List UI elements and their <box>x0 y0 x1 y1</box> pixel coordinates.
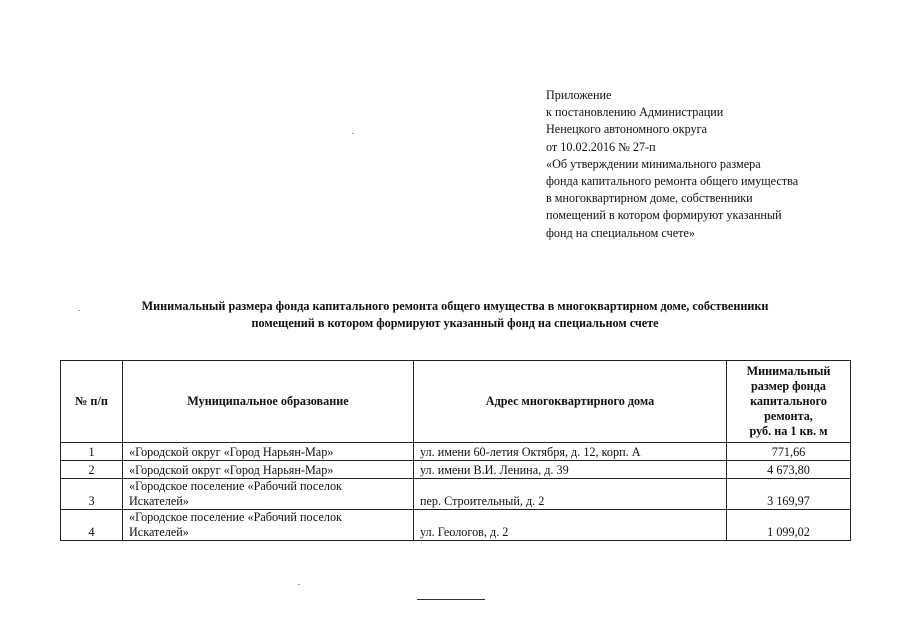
appendix-line: «Об утверждении минимального размера <box>546 156 761 171</box>
row-municipality-line: «Городское поселение «Рабочий поселок <box>129 479 342 493</box>
header-num: № п/п <box>61 361 123 443</box>
appendix-line: Приложение <box>546 88 612 102</box>
row-value: 3 169,97 <box>727 479 851 510</box>
title-line-1: Минимальный размера фонда капитального ремонта общего имущества в многоквартирном доме, собственникн <box>141 299 769 313</box>
row-value: 4 673,80 <box>727 461 851 479</box>
row-municipality-line: Искателей» <box>129 494 189 508</box>
appendix-line: Ненецкого автономного округа <box>546 122 708 137</box>
row-num: 3 <box>61 479 123 510</box>
table-header-row <box>61 361 851 443</box>
row-value: 1 099,02 <box>727 510 851 541</box>
appendix-header <box>546 87 876 242</box>
row-num: 2 <box>61 461 123 479</box>
header-min-fund-line: ремонта, <box>764 409 813 423</box>
document-title <box>60 298 850 332</box>
scan-speck <box>78 310 80 311</box>
row-num: 4 <box>61 510 123 541</box>
header-municipality: Муниципальное образование <box>123 361 414 443</box>
row-value: 771,66 <box>727 443 851 461</box>
appendix-line: от 10.02.2016 № 27-п <box>546 139 656 154</box>
header-min-fund <box>727 361 851 443</box>
row-municipality: «Городской округ «Город Нарьян-Мар» <box>123 461 414 479</box>
row-municipality <box>123 479 414 510</box>
table-row <box>61 461 851 479</box>
closing-rule <box>417 599 485 600</box>
header-address: Адрес многоквартирного дома <box>414 361 727 443</box>
header-min-fund-line: капитального <box>750 394 827 408</box>
fund-table <box>60 360 851 541</box>
appendix-line: фонд на специальном счете» <box>546 225 695 240</box>
table-row <box>61 479 851 510</box>
row-municipality-line: «Городское поселение «Рабочий поселок <box>129 510 342 524</box>
appendix-line: помещений в котором формируют указанный <box>546 208 782 223</box>
appendix-line: фонда капитального ремонта общего имущества <box>546 174 799 189</box>
scan-speck <box>352 133 354 134</box>
row-municipality <box>123 510 414 541</box>
header-min-fund-line: руб. на 1 кв. м <box>749 424 828 438</box>
table-row <box>61 510 851 541</box>
row-address: ул. имени 60-летия Октября, д. 12, корп. А <box>414 443 727 461</box>
appendix-line: в многоквартирном доме, собственники <box>546 191 753 206</box>
row-address: ул. Геологов, д. 2 <box>414 510 727 541</box>
row-address: пер. Строительный, д. 2 <box>414 479 727 510</box>
header-min-fund-line: размер фонда <box>751 379 826 393</box>
title-line-2: помещений в котором формируют указанный фонд на специальном счете <box>251 316 659 330</box>
table-row <box>61 443 851 461</box>
scan-speck <box>298 584 300 585</box>
appendix-line: к постановлению Администрации <box>546 105 724 120</box>
row-municipality-line: Искателей» <box>129 525 189 539</box>
row-num: 1 <box>61 443 123 461</box>
row-address: ул. имени В.И. Ленина, д. 39 <box>414 461 727 479</box>
row-municipality: «Городской округ «Город Нарьян-Мар» <box>123 443 414 461</box>
header-min-fund-line: Минимальный <box>746 364 831 378</box>
